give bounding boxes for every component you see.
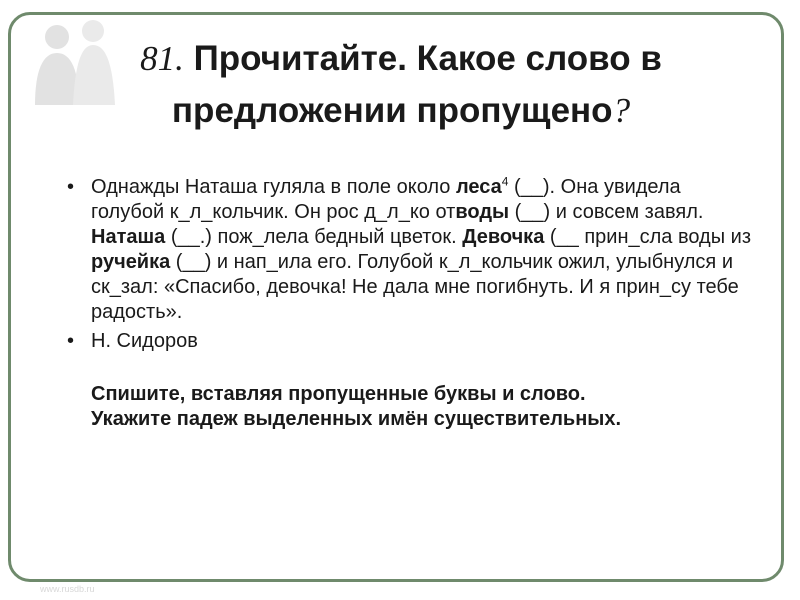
bullet-icon: • <box>67 176 75 198</box>
task-line-1: Спишите, вставляя пропущенные буквы и слово. <box>91 383 586 405</box>
story-text: (__.) пож_лела бедный цветок. <box>165 226 463 248</box>
slide-frame <box>8 12 784 582</box>
story-bold-word: Девочка <box>462 226 545 248</box>
story-text: (__). Она увидела голубой к_л_кольчик. Он рос д_л_ко от <box>91 176 681 223</box>
story-paragraph <box>57 175 757 325</box>
title-line-2: предложении пропущено <box>171 91 613 130</box>
title-question-mark: ? <box>612 91 631 130</box>
story-bold-word: ручейка <box>91 251 171 273</box>
story-bold-word: леса <box>455 176 502 198</box>
footer-watermark: www.rusdb.ru <box>40 584 95 594</box>
exercise-number: 81. <box>140 39 184 78</box>
story-text: Однажды Наташа гуляла в поле около <box>91 176 456 198</box>
author-paragraph <box>57 329 757 354</box>
author-name: Н. Сидоров <box>91 330 198 352</box>
story-bold-word: воды <box>455 201 510 223</box>
task-instructions <box>57 382 757 432</box>
story-bold-word: Наташа <box>91 226 166 248</box>
slide-title <box>51 33 751 137</box>
story-superscript: 4 <box>501 174 509 189</box>
slide-body <box>57 175 757 432</box>
bullet-icon: • <box>67 330 75 352</box>
story-text: (__ прин_сла воды из <box>544 226 752 248</box>
task-line-2: Укажите падеж выделенных имён существительных. <box>91 408 622 430</box>
story-text: (__) и совсем завял. <box>509 201 704 223</box>
story-text: (__) и нап_ила его. Голубой к_л_кольчик ожил, улыбнулся и ск_зал: «Спасибо, девочка! Не дала мне погибнуть. И я прин_су тебе радость». <box>91 251 739 323</box>
title-line-1: Прочитайте. Какое слово в <box>183 39 662 78</box>
